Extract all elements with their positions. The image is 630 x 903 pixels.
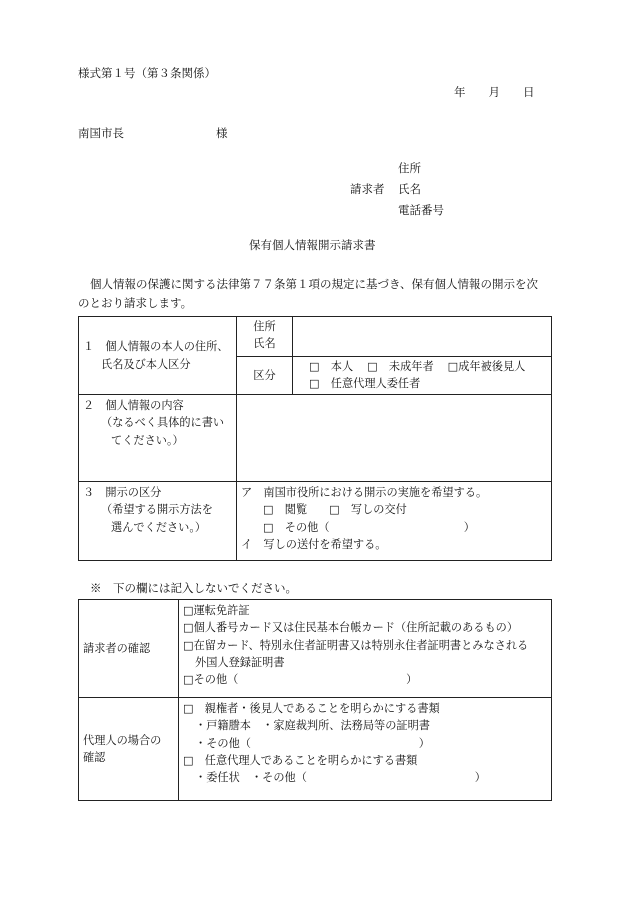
check-guardian-docs-sub-2: ・その他（ ） [195,736,430,750]
check-guardian-docs[interactable]: □ 親権者・後見人であることを明らかにする書類 [183,702,440,715]
agent-check-label-cell [79,698,179,801]
office-use-note: ※ 下の欄には記入しないでください。 [90,581,297,595]
check-residence-card-line-2: 外国人登録証明書 [195,656,285,670]
content-heading-line-2: （なるべく具体的に書い [101,416,225,430]
option-copy-checkbox[interactable]: □ 写しの交付 [329,503,407,517]
date-line: 年 月 日 [454,85,535,99]
requester-check-label: 請求者の確認 [83,641,151,655]
check-guardian-docs-sub-1: ・戸籍謄本 ・家庭裁判所、法務局等の証明書 [195,719,430,733]
intro-line-1: 個人情報の保護に関する法律第７７条第１項の規定に基づき、保有個人情報の開示を次 [90,277,539,291]
requester-name-label: 氏名 [398,182,421,196]
disclosure-heading-line-3: 選んでください。） [111,520,207,534]
requester-address-label: 住所 [398,161,421,175]
check-license[interactable]: □運転免許証 [183,604,250,617]
option-ward-checkbox[interactable]: □成年被後見人 [447,360,526,373]
content-heading-line-1: ２ 個人情報の内容 [83,399,184,412]
subject-heading-cell [79,317,237,395]
requester-phone-label: 電話番号 [398,203,444,217]
content-field[interactable] [237,395,552,482]
disclosure-heading-line-2: （希望する開示方法を [101,503,213,517]
addressee: 南国市長 様 [78,126,228,140]
requester-check-label-cell [79,600,179,698]
subject-category-options [293,357,552,395]
option-other-checkbox[interactable]: □ その他（ ） [263,520,475,534]
agent-check-items [179,698,552,801]
check-mynumber-card[interactable]: □個人番号カード又は住民基本台帳カード（住所記載のあるもの） [183,621,519,635]
disclosure-options [237,482,552,561]
subject-name-label: 氏名 [253,337,276,351]
subject-heading-line-1: １ 個人情報の本人の住所、 [83,340,229,354]
form-number: 様式第１号（第３条関係） [78,66,216,80]
request-table [78,316,552,561]
subject-category-label: 区分 [253,368,276,382]
content-heading-cell [79,395,237,482]
check-requester-other[interactable]: □その他（ ） [183,673,418,687]
intro-line-2: のとおり請求します。 [78,296,193,310]
option-self-checkbox[interactable]: □ 本人 [309,360,354,373]
check-residence-card[interactable]: □在留カード、特別永住者証明書又は特別永住者証明書とみなされる [183,638,529,652]
disclosure-heading-cell [79,482,237,561]
subject-address-name-field[interactable] [293,317,552,357]
check-agent-docs-sub: ・委任状 ・その他（ ） [195,771,486,785]
option-mail[interactable]: イ 写しの送付を希望する。 [241,538,387,552]
content-heading-line-3: てください。） [111,433,184,447]
option-onsite[interactable]: ア 南国市役所における開示の実施を希望する。 [241,486,488,499]
subject-address-label: 住所 [253,320,276,333]
option-minor-checkbox[interactable]: □ 未成年者 [367,360,434,373]
page-title: 保有個人情報開示請求書 [249,238,376,252]
subject-address-name-label-cell [237,317,293,357]
requester-label: 請求者 [350,182,385,196]
subject-heading-line-2: 氏名及び本人区分 [101,357,191,371]
check-agent-docs[interactable]: □ 任意代理人であることを明らかにする書類 [183,754,418,768]
agent-check-label-line-1: 代理人の場合の [83,733,162,747]
agent-check-label-line-2: 確認 [83,751,106,764]
option-view-checkbox[interactable]: □ 閲覧 [263,503,308,517]
option-agent-checkbox[interactable]: □ 任意代理人委任者 [309,377,421,391]
office-use-table [78,599,552,801]
subject-category-label-cell [237,357,293,395]
disclosure-heading-line-1: ３ 開示の区分 [83,486,162,499]
requester-check-items [179,600,552,698]
